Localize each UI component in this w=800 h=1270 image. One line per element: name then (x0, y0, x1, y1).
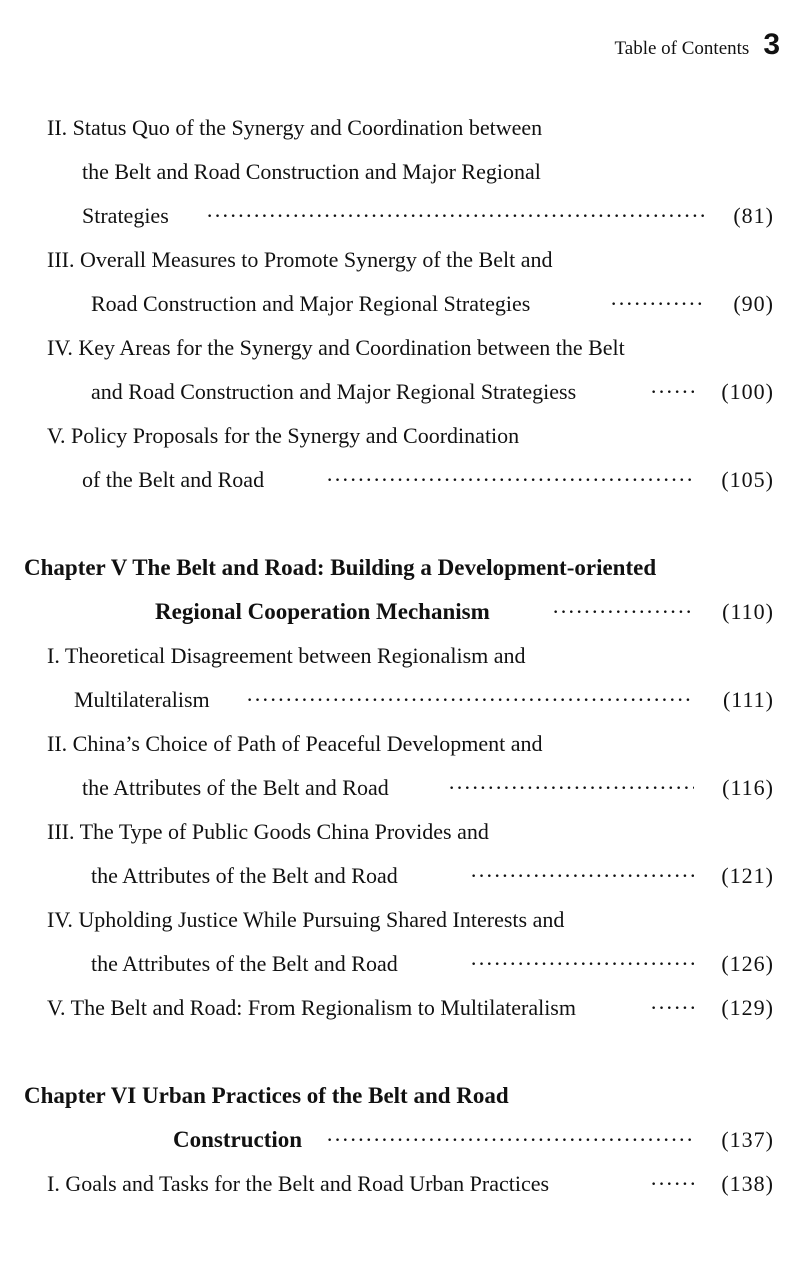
toc-page-number: (81) (733, 203, 774, 228)
leader-dots (326, 1118, 694, 1162)
toc-entry-text: IV. Key Areas for the Synergy and Coordination between the Belt (47, 335, 625, 360)
toc-entry (0, 634, 800, 722)
chapter-title: Chapter V The Belt and Road: Building a Development-oriented (24, 555, 657, 580)
toc-page-number: (126) (721, 951, 774, 976)
toc-entry-text: III. The Type of Public Goods China Provides and (47, 819, 489, 844)
toc-entry-text: V. Policy Proposals for the Synergy and Coordination (47, 423, 520, 448)
running-head (0, 28, 780, 62)
toc-page-number: (121) (721, 863, 774, 888)
leader-dots (610, 282, 705, 326)
leader-dots (206, 194, 705, 238)
toc-page-number: (137) (721, 1127, 774, 1152)
toc-entry-text: II. China’s Choice of Path of Peaceful Development and (47, 731, 543, 756)
toc-entry-text: V. The Belt and Road: From Regionalism to Multilateralism (47, 995, 576, 1020)
toc-entry-text: Multilateralism (74, 687, 210, 712)
toc-entry-text: the Attributes of the Belt and Road (82, 775, 389, 800)
toc-entry (0, 106, 800, 238)
toc-entry-text: III. Overall Measures to Promote Synergy of the Belt and (47, 247, 553, 272)
toc-entry-text: the Belt and Road Construction and Major Regional (82, 159, 541, 184)
toc-entry (0, 414, 800, 502)
toc-entry-text: Strategies (82, 203, 169, 228)
chapter-heading (0, 546, 800, 634)
toc-entry (0, 326, 800, 414)
toc-entry (0, 722, 800, 810)
toc-entry-text: the Attributes of the Belt and Road (91, 863, 398, 888)
toc-entry (0, 810, 800, 898)
toc-entry (0, 986, 800, 1030)
toc-entry-text: and Road Construction and Major Regional Strategiess (91, 379, 577, 404)
toc-page-number: (116) (722, 775, 774, 800)
toc-page-number: (100) (721, 379, 774, 404)
toc-page-number: (129) (721, 995, 774, 1020)
toc-entry-text: I. Theoretical Disagreement between Regionalism and (47, 643, 526, 668)
leader-dots (246, 678, 694, 722)
toc-page-number: (138) (721, 1171, 774, 1196)
leader-dots (552, 590, 694, 634)
toc-page-number: (111) (722, 687, 774, 712)
toc-page-number: (105) (721, 467, 774, 492)
chapter-title: Regional Cooperation Mechanism (155, 599, 490, 624)
toc-page-number: (90) (733, 291, 774, 316)
leader-dots (470, 854, 694, 898)
toc-entry (0, 238, 800, 326)
page-number: 3 (763, 28, 780, 61)
toc-entry-text: of the Belt and Road (82, 467, 265, 492)
toc-page-number: (110) (722, 599, 774, 624)
leader-dots (650, 986, 694, 1030)
leader-dots (650, 1162, 694, 1206)
toc-entry-text: Road Construction and Major Regional Strategies (91, 291, 531, 316)
toc-entry-text: I. Goals and Tasks for the Belt and Road Urban Practices (47, 1171, 550, 1196)
chapter-heading (0, 1074, 800, 1162)
toc-list (0, 106, 800, 1206)
leader-dots (470, 942, 694, 986)
running-head-title: Table of Contents (614, 38, 750, 59)
leader-dots (448, 766, 694, 810)
toc-entry-text: II. Status Quo of the Synergy and Coordination between (47, 115, 543, 140)
leader-dots (650, 370, 694, 414)
toc-entry (0, 1162, 800, 1206)
toc-entry-text: the Attributes of the Belt and Road (91, 951, 398, 976)
toc-entry (0, 898, 800, 986)
toc-entry-text: IV. Upholding Justice While Pursuing Shared Interests and (47, 907, 565, 932)
leader-dots (326, 458, 694, 502)
chapter-title: Chapter VI Urban Practices of the Belt and Road (24, 1083, 509, 1108)
chapter-title: Construction (173, 1127, 303, 1152)
